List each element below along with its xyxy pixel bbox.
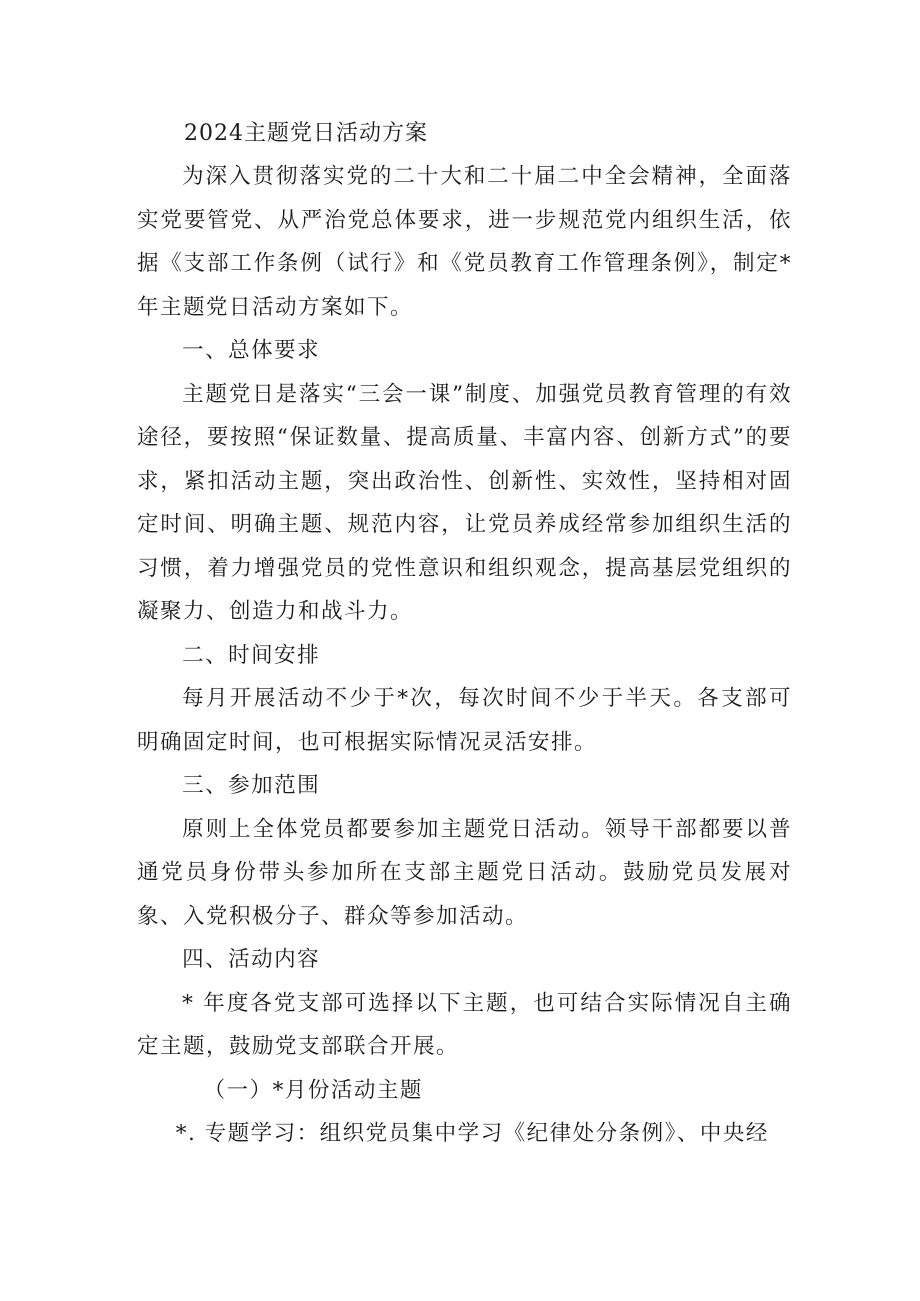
document-title: 2024主题党日活动方案 <box>184 121 428 146</box>
subsection-item: *. 专题学习：组织党员集中学习《纪律处分条例》、中央经 <box>175 1121 769 1146</box>
section-body-schedule: 每月开展活动不少于*次，每次时间不少于半天。各支部可明确固定时间，也可根据实际情况灵活安排。 <box>137 686 792 755</box>
section-body-requirements: 主题党日是落实“三会一课”制度、加强党员教育管理的有效途径，要按照“保证数量、提高质量、丰富内容、创新方式”的要求，紧扣活动主题，突出政治性、创新性、实效性，坚持相对固定时间、明确主题、规范内容，让党员养成经常参加组织生活的习惯，着力增强党员的党性意识和组织观念，提高基层党组织的凝聚力、创造力和战斗力。 <box>137 381 792 624</box>
document-body <box>137 155 792 1156</box>
subsection-heading: （一）*月份活动主题 <box>203 1077 423 1103</box>
section-heading-content: 四、活动内容 <box>182 947 321 972</box>
section-body-content: * 年度各党支部可选择以下主题，也可结合实际情况自主确定主题，鼓励党支部联合开展。 <box>137 990 792 1059</box>
intro-paragraph: 为深入贯彻落实党的二十大和二十届二中全会精神，全面落实党要管党、从严治党总体要求，进一步规范党内组织生活，依据《支部工作条例（试行》和《党员教育工作管理条例》，制定*年主题党日活动方案如下。 <box>137 164 792 320</box>
section-body-scope: 原则上全体党员都要参加主题党日活动。领导干部都要以普通党员身份带头参加所在支部主题党日活动。鼓励党员发展对象、入党积极分子、群众等参加活动。 <box>137 816 792 929</box>
section-heading-scope: 三、参加范围 <box>182 773 321 798</box>
section-heading-schedule: 二、时间安排 <box>182 642 321 668</box>
section-heading-requirements: 一、总体要求 <box>182 338 321 363</box>
